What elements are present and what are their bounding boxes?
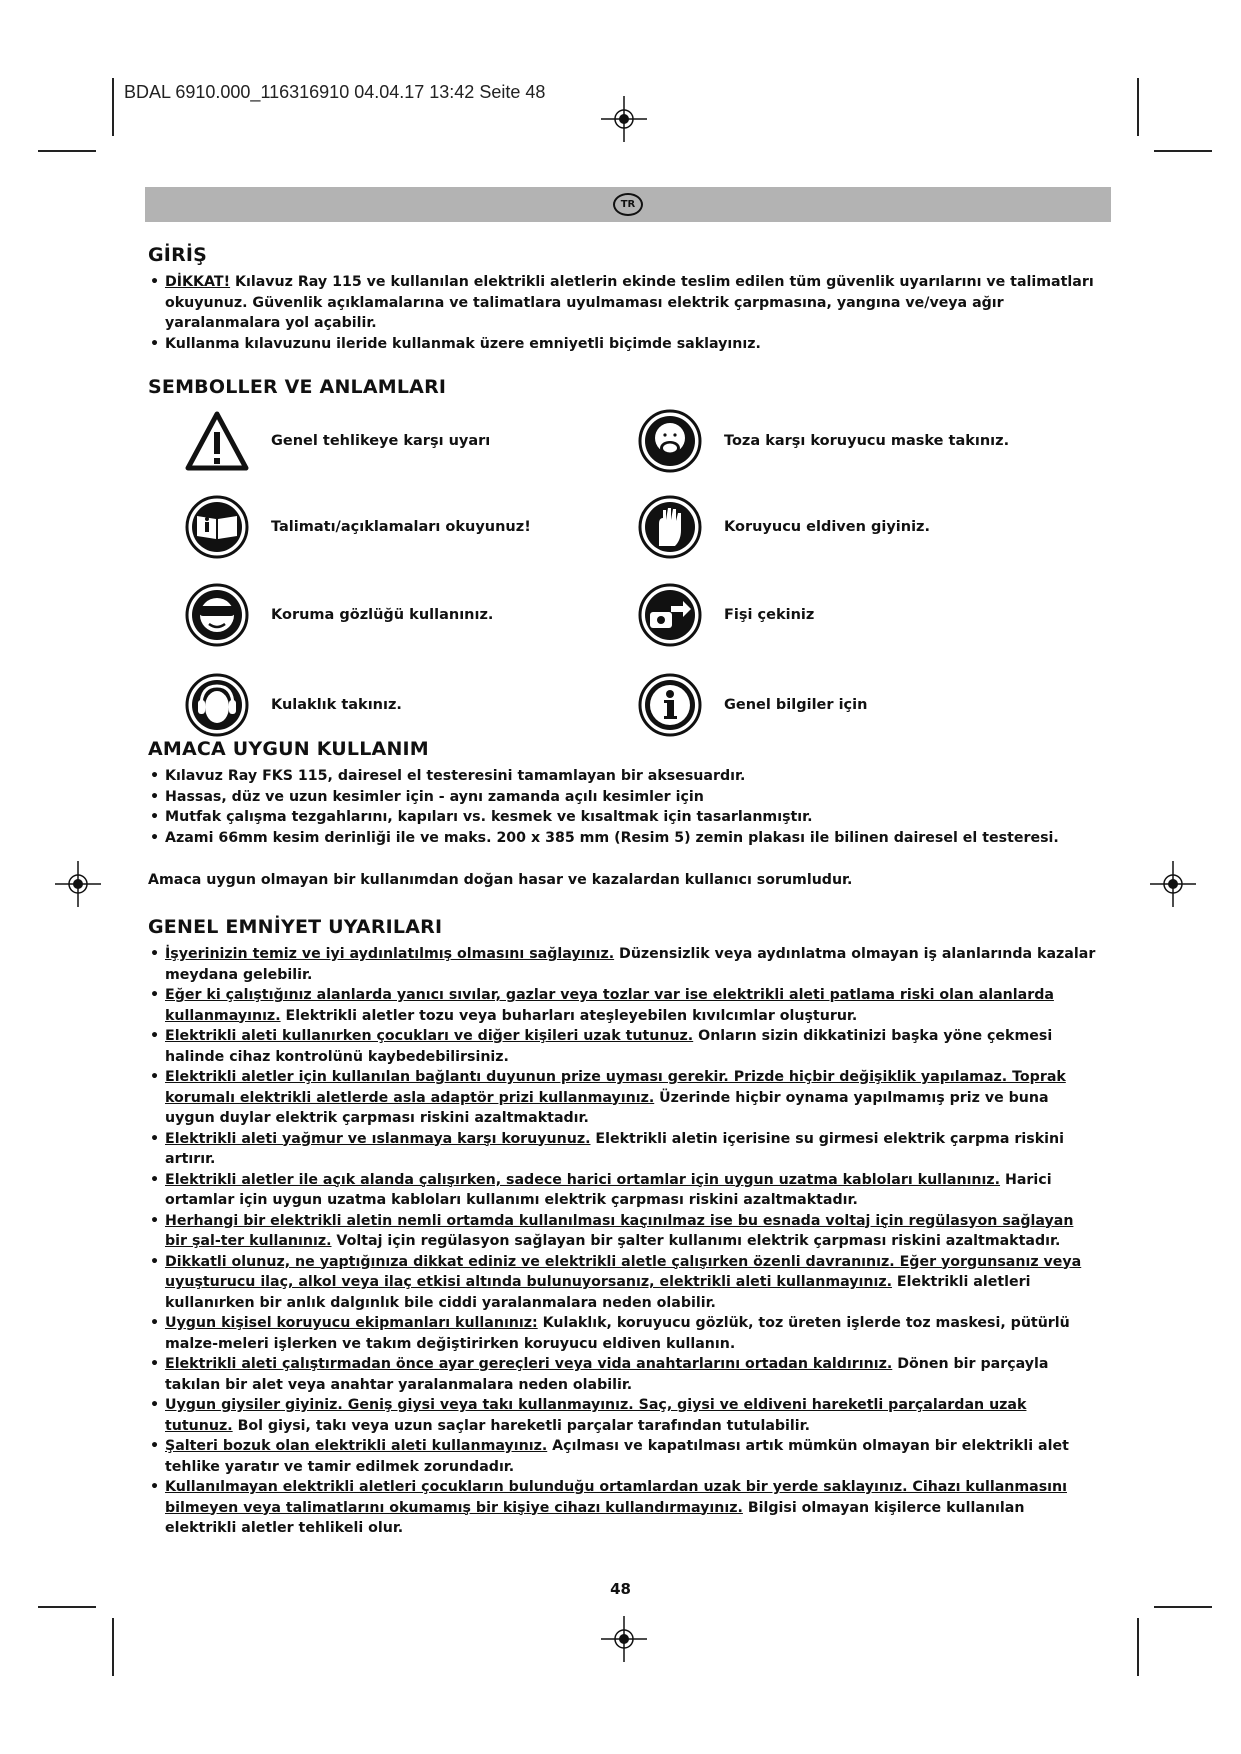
page-content [148,244,1098,1539]
underlined-text: Elektrikli aleti kullanırken çocukları ve diğer kişileri uzak tutunuz. [165,1028,694,1044]
print-header: BDAL 6910.000_116316910 04.04.17 13:42 Seite 48 [124,82,546,102]
underlined-text: Elektrikli aletler ile açık alanda çalışırken, sadece harici ortamlar için uygun uzatma kabloları kullanınız. [165,1171,1001,1188]
item-text: Elektrikli aletin içerisine su girmesi elektrik çarpma riskini artırır. [165,1130,1064,1167]
list-item [148,1026,1098,1067]
item-text: Açılması ve kapatılması artık mümkün olmayan bir elektrikli alet tehlike yaratır ve tamir edilmek zorundadır. [165,1438,1069,1475]
underlined-text: Kullanılmayan elektrikli aletleri çocukların bulunduğu ortamlardan uzak bir yerde saklayınız. Cihazı kullanmasını bilmeyen veya talimatlarını okumamış bir kişiye cihazı kullandırmayınız. [165,1479,1067,1516]
symbol-label: Koruma gözlüğü kullanınız. [271,607,494,623]
list-item [148,1211,1098,1252]
list-item: • Azami 66mm kesim derinliği ile ve maks. 200 x 385 mm (Resim 5) zemin plakası ile bilinen dairesel el testeresi. [148,828,1098,849]
list-item [148,1436,1098,1477]
intro-heading: GİRİŞ [148,244,208,266]
crop-mark [112,1618,114,1676]
list-item [148,944,1098,985]
gloves-icon [637,494,703,560]
symbol-row [184,582,493,648]
crop-mark [1137,1618,1139,1676]
list-item [148,1067,1098,1129]
list-item [148,1477,1098,1539]
item-text: Bilgisi olmayan kişilerce kullanılan elektrikli aletler tehlikeli olur. [165,1499,1025,1536]
underlined-text: Uygun kişisel koruyucu ekipmanları kullanınız: [165,1315,538,1331]
safety-goggles-icon [184,582,250,648]
underlined-text: Elektrikli aleti çalıştırmadan önce ayar gereçleri veya vida anahtarlarını ortadan kaldırınız. [165,1356,893,1372]
symbol-row [184,672,402,738]
underlined-text: Elektrikli aleti yağmur ve ıslanmaya karşı koruyunuz. [165,1130,591,1147]
crop-mark [1154,1606,1212,1608]
registration-mark-icon [601,1616,647,1662]
list-item [148,272,1098,334]
symbol-row [637,672,867,738]
symbol-label: Talimatı/açıklamaları okuyunuz! [271,519,531,535]
item-text: Onların sizin dikkatinizi başka yöne çekmesi halinde cihaz kontrolünü kaybedebilirsiniz. [165,1028,1053,1065]
list-item [148,1395,1098,1436]
symbol-label: Genel tehlikeye karşı uyarı [271,433,491,449]
safety-heading: GENEL EMNİYET UYARILARI [148,916,443,938]
item-text: Kılavuz Ray 115 ve kullanılan elektrikli aletlerin ekinde teslim edilen tüm güvenlik uyarılarını ve talimatları okuyunuz. Güvenlik açıklamalarına ve talimatlara uyulmaması elektrik çarpmasına, yangına ve/veya ağır yaralanmalara yol açabilir. [165,274,1094,331]
crop-mark [1154,150,1212,152]
list-item [148,1252,1098,1314]
item-text: Elektrikli aletler tozu veya buharları ateşleyebilen kıvılcımlar oluşturur. [280,1007,858,1024]
underlined-text: Şalteri bozuk olan elektrikli aleti kullanmayınız. [165,1438,548,1454]
item-text: Kulaklık, koruyucu gözlük, toz üreten işlerde toz maskesi, pütürlü malze-meleri işlerken ve takım değiştirirken koruyucu eldiven kullanın. [165,1315,1070,1352]
warning-triangle-icon [184,408,250,474]
list-item [148,985,1098,1026]
intro-list [148,272,1098,354]
underlined-text: Herhangi bir elektrikli aletin nemli ortamda kullanılması kaçınılmaz ise bu esnada voltaj için regülasyon sağlayan bir şal-ter kullanınız. [165,1212,1074,1249]
ear-protection-icon [184,672,250,738]
item-text: Kullanma kılavuzunu ileride kullanmak üzere emniyetli biçimde saklayınız. [165,335,761,352]
list-item: • Hassas, düz ve uzun kesimler için - aynı zamanda açılı kesimler için [148,787,1098,808]
symbol-label: Kulaklık takınız. [271,697,402,713]
usage-list [148,766,1098,848]
list-item [148,1354,1098,1395]
symbol-label: Fişi çekiniz [724,607,815,623]
crop-mark [38,150,96,152]
symbols-heading: SEMBOLLER VE ANLAMLARI [148,376,447,398]
read-manual-icon [184,494,250,560]
unplug-icon [637,582,703,648]
symbol-label: Koruyucu eldiven giyiniz. [724,519,930,535]
safety-list [148,944,1098,1539]
underlined-text: Eğer ki çalıştığınız alanlarda yanıcı sıvılar, gazlar veya tozlar var ise elektrikli aleti patlama riski olan alanlarda kullanmayınız. [165,987,1054,1024]
underlined-text: DİKKAT! [165,274,231,290]
symbol-label: Genel bilgiler için [724,697,868,713]
underlined-text: Uygun giysiler giyiniz. Geniş giysi veya takı kullanmayınız. Saç, giysi ve eldiveni hareketli parçalardan uzak tutunuz. [165,1397,1027,1434]
item-text: Düzensizlik veya aydınlatma olmayan iş alanlarında kazalar meydana gelebilir. [165,946,1096,983]
language-band [145,187,1111,222]
list-item [148,1129,1098,1170]
list-item [148,334,1098,355]
item-text: Harici ortamlar için uygun uzatma kabloları kullanımı elektrik çarpması riskini azaltmaktadır. [165,1171,1052,1208]
usage-note: Amaca uygun olmayan bir kullanımdan doğan hasar ve kazalardan kullanıcı sorumludur. [148,872,853,888]
crop-mark [1137,78,1139,136]
list-item: • Mutfak çalışma tezgahlarını, kapıları vs. kesmek ve kısaltmak için tasarlanmıştır. [148,807,1098,828]
list-item: • Kılavuz Ray FKS 115, dairesel el testeresini tamamlayan bir aksesuardır. [148,766,1098,787]
registration-mark-icon [601,96,647,142]
symbols-grid [148,408,1098,738]
symbol-row [184,494,531,560]
underlined-text: İşyerinizin temiz ve iyi aydınlatılmış olmasını sağlayınız. [165,946,615,962]
page-number: 48 [610,1580,631,1598]
underlined-text: Dikkatli olunuz, ne yaptığınıza dikkat ediniz ve elektrikli aletle çalışırken özenli davranınız. Eğer yorgunsanız veya uyuşturucu ilaç, alkol veya ilaç etkisi altında bulunuyorsanız, elektrikli aleti kullanmayınız. [165,1253,1082,1290]
item-text: Voltaj için regülasyon sağlayan bir şalter kullanımı elektrik çarpması riskini azaltmaktadır. [331,1233,1061,1249]
item-text: Bol giysi, takı veya uzun saçlar hareketli parçalar tarafından tutulabilir. [232,1417,810,1434]
symbol-row [637,408,1009,474]
list-item [148,1170,1098,1211]
crop-mark [38,1606,96,1608]
dust-mask-icon [637,408,703,474]
registration-mark-icon [55,861,101,907]
item-text: Üzerinde hiçbir oynama yapılmamış priz ve buna uygun duylar elektrik çarpması riskini azaltmaktadır. [165,1089,1049,1126]
item-text: Dönen bir parçayla takılan bir alet veya anahtar yaralanmalara neden olabilir. [165,1356,1049,1393]
symbol-label: Toza karşı koruyucu maske takınız. [724,433,1010,449]
item-text: Elektrikli aletleri kullanırken bir anlık dalgınlık bile ciddi yaralanmalara neden olabilir. [165,1274,1031,1311]
crop-mark [112,78,114,136]
usage-heading: AMACA UYGUN KULLANIM [148,738,429,760]
registration-mark-icon [1150,861,1196,907]
underlined-text: Elektrikli aletler için kullanılan bağlantı duyunun prize uyması gerekir. Prizde hiçbir değişiklik yapılamaz. Toprak korumalı elektrikli aletlerde asla adaptör prizi kullanmayınız. [165,1069,1066,1106]
symbol-row [637,494,930,560]
list-item [148,1313,1098,1354]
language-badge: TR [613,193,643,216]
symbol-row [184,408,490,474]
symbol-row [637,582,814,648]
info-icon [637,672,703,738]
